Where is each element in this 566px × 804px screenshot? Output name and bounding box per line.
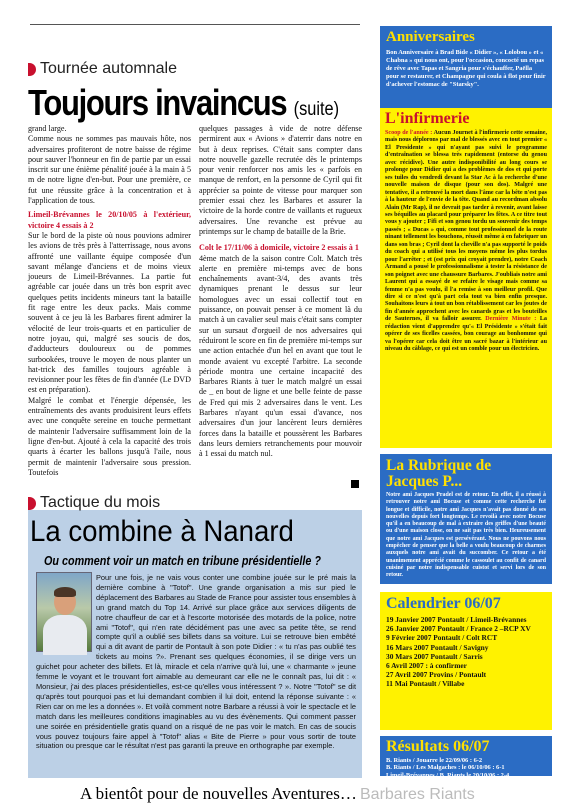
result-item: Barbares Riants / Colt le 17/11/06 : 2-1	[386, 779, 492, 787]
footer-signoff	[80, 784, 357, 804]
tactique-title: La combine à Nanard	[30, 515, 294, 548]
result-item: B. Riants / Les Malgaches : le 06/10/06 : 6-1	[386, 764, 505, 772]
article-intro: grand large.	[28, 124, 67, 133]
rubrique-box	[380, 454, 552, 584]
article-column-right	[199, 124, 362, 496]
calendar-item: 16 Mars 2007 Pontault / Savigny	[386, 642, 489, 652]
article-paragraph: Sur le bord de la piste où nous pouvions admirer les avions de très près à l'atterrissage, nous avons affronté une vaillante équipe composée d'un savant mélange d'anciens et de moins vieux joueurs de Limeil-Brévannes. La partie fut agréable car jouée dans un très bon esprit avec quelques petits incidents mineurs tant la bataille fit rage entre les deux packs. Mais comme souvent à ce jeu là les Barbares firent admirer la vélocité de leur trois-quarts et en particulier de notre joyau, qui, malgré ses soucis de dos, d'adducteurs douloureux ou de pommes surbookées, trouve le moyen de nous planter un hat-trick des familles toujours agréable à revisionner pour les fêtes de fin d'année (Le DVD est en préparation).	[28, 230, 191, 395]
result-item: B. Riants / Jouarre le 22/09/06 : 6-2	[386, 757, 483, 764]
kicker-marker-icon	[28, 63, 36, 76]
headline-suffix: (suite)	[293, 99, 340, 120]
calendar-item: 9 Février 2007 Pontault / Colt RCT	[386, 633, 498, 643]
tactique-body-text: Pour une fois, je ne vais vous conter une combine jouée sur le pré mais la dernière combine à "Totof". Une grande organisation a mis sur pied le déplacement des Barbares au Stade de France pour assister tous ensembles à un grand match du Top 14. Arrivé sur place grâce aux services diligents de notre chauffeur de car et à l'escorte motorisée des motards de la police, notre ami "Totof", qui n'en rate décidément pas une avec sa petite tête, se rend compte qu'il a oublié ses billets dans sa voiture. Lui se retrouve bien embêté qui a dit avant de partir de Pontault à son pote Didier : « tu n'as pas oublié tes tickets au moins ?». Prenant ses quelques économies, il se dirige vers un guichet pour acheter des billets. Et là, miracle et cela n'arrive qu'à lui, une « charmante » jeune femme le voyant et le trouvant fort aimable au demeurant car elle ne le connaît pas, lui dit : « Monsieur, j'ai des places présidentielles, est-ce qu'elles vous intéressent ? ». Notre "Totof" se dit qu'après tout pourquoi pas et lui demandant combien il lui doit, entend la réponse suivante : « Rien car on me les a données ». Et voilà comment notre Barbare a réussi à voir le spectacle et le match dans les meilleures conditions imaginables au vu des évènements. Qui comment passer une soirée en présidentielle gratis quand on a risqué de ne pas voir le match. En cas de soucis vous pouvez toujours faire appel à "Totof" alias « Bite de Pierre » pour vous sortir de toute situation ou presque car le résultat n'est pas garanti la preuve en orthographe par exemple.	[36, 573, 356, 751]
calendar-item: 11 Mai Pontault / Villabe	[386, 679, 465, 689]
photo-hair	[54, 587, 76, 597]
last-minute-text: La rédaction vient d'apprendre qu'« El Présidente » s'était fait opérer de ses ficelles cassées, bon courage au bonhomme qui va l'opérer car cela doit être un sacré bazar à l'intérieur au niveau du câblage, ce qui est un comble pour un électricien.	[385, 316, 547, 353]
article-column-left	[28, 124, 191, 496]
calendrier-list	[386, 615, 546, 689]
calendar-item: 19 Janvier 2007 Pontault / Limeil-Brévannes	[386, 615, 527, 624]
match-heading: Colt le 17/11/06 à domicile, victoire 2 essais à 1	[199, 243, 359, 253]
calendar-item: 26 Janvier 2007 Pontault / France 2 –RCP XV	[386, 624, 531, 634]
tournee-kicker	[28, 60, 177, 78]
article-columns	[28, 124, 362, 496]
scoop-text: Aucun Journet à l'infirmerie cette semaine, mais nous déplorons par mal de blessés avec en tout premier « El Presidente » qui n'ayant pas suivi le programme d'entraînation se blessa très rapidement (entorse du genou avec récidive). Une autre indisponibilité au long cours se prolonge pour Didier qui a des problèmes de dos et qui porte ses tuiles du vendredi devant la Star Ac à la recherche d'une nouvelle maison de disque (pour son dos). Malgré une tentative, il a retrouvé la mort dans l'âme car la bête n'est pas à la hauteur de l'envie de la tête. Quand au recordman absolu Alain (Mr Rap), il ne devrait pas tarder à revenir, avant laisse ses béquilles au placard pour préparer les fêtes. A ce titre tout vous y ajouter ; Fifi et son genou tordu un souvenir des temps passés ; « Ducas » qui, comme tout professionnel de la route ninant tellement les bouchons, réussit même à en fabriquer un dans son bras ; Cyril dont la cheville n'a pas supporté le poids du coach qui a utilisé tous les moyens même les plus tordus pour l'arrêter ; et (est prix qui croyait prendre), notre Coach Armand a pousé le professionnalisme à tester la résistance de son poignet avec une chaussure Barbares. J'oubliais notre ami Laurent qui a essayé de se refaire le visage mais comme sa femme n'a pas voulu, il l'a remise à son meilleur profil. Que dire si ce n'est qu'à part cela tout va bien enfin presque.	[385, 130, 548, 300]
calendar-item: 27 Avril 2007 Provins / Pontault	[386, 670, 487, 680]
infirmerie-text	[385, 130, 547, 354]
infirmerie-box	[380, 108, 552, 448]
headline-text: Toujours invaincus	[28, 82, 287, 123]
wish-text: Souhaitons leurs à tout un bon rétablissement car les joutes de fin d'année approchent avec les canards gras et les bouteilles de Sauternes, il va falloir assurer.	[385, 301, 547, 323]
result-item: Limeil-Brévannes / B. Riants le 20/10/06 : 2-4	[386, 771, 510, 779]
calendrier-box	[380, 592, 552, 730]
calendar-item: 6 Avril 2007 : à confirmer	[386, 661, 467, 671]
article-paragraph: Malgré le combat et l'énergie dépensée, les entraînements des avants produisirent leurs effets avec une conquête sereine en touche permettant de maintenir l'adversaire suffisamment loin de la ligne d'en-but. Ajouté à cela la capacité des trois quarts à écarter les ballons jusqu'à l'aile, nous permit de maintenir l'adversaire sous pression. Toutefois	[28, 395, 191, 477]
article-paragraph: 4ème match de la saison contre Colt. Match très alerte en première mi-temps avec de bons enchaînements avant-3/4, des avants très dynamiques prenant le dessus sur leur homologues avec un essai collectif tout en puissance, on pouvait penser à ce moment là du match à un cavalier seul mais c'était sans compter sur un sursaut d'orgueil de nos adversaires qui réduiront le score en fin de première mi-temps sur une action entachée d'un hel en avant que tout le monde avaient vu excepté l'arbitre. La seconde période montra une certaine incapacité des Barbares Riants à tuer le match malgré un essai de _ en bout de ligne et une belle feinte de passe de Fred qui mis 2 adversaires dans le vent. Les Barbares n'ayant qu'un essai d'avance, nos adversaires d'un jour lancèrent leurs dernières forces dans la bataille et poussèrent les Barbares dans leurs derniers retranchements pour mouvoir à 1 essai du match nul.	[199, 253, 362, 459]
resultats-list	[386, 757, 546, 787]
rubrique-title: La Rubrique de Jacques P...	[386, 457, 492, 490]
infirmerie-title: L'infirmerie	[385, 110, 470, 127]
kicker-marker-icon	[28, 497, 36, 510]
match-heading: Limeil-Brévannes le 20/10/05 à l'extérieur, victoire 4 essais à 2	[28, 210, 191, 230]
anniversaires-text: Bon Anniversaire à Brad Bide « Didier », « Lolobou » et « Chabna » qui nous ont, pour l'occasion, concocté un repas de rêve avec Tapas et Sangria pour s'échauffer, Paëlla pour se restaurer, et Champagne qui coula à flot pour finir d'achever l'estomac de "Starsky".	[386, 49, 546, 88]
footer-watermark: Barbares Riants	[360, 786, 475, 803]
calendrier-title: Calendrier 06/07	[386, 595, 501, 612]
top-rule	[30, 24, 360, 25]
rubrique-text: Notre ami Jacques Pradel est de retour. En effet, il a réussi à retrouver notre ami Bocuse et comme cette recherche fut longue et difficile, notre ami Jacques n'avait pas donné de ses nouvelles depuis fort longtemps. Le revoilà avec notre Bocuse qu'il a en beaucoup de mal à extraire des griffes d'une beauté ou d'une maison close, on ne sait pas très bien. Heureusement que notre ami Jacques est persévérant. Nous ne pouvons nous empêcher de penser que la belle a voulu beaucoup de charmes auxquels notre ami avait du succomber. Ce retour a été unanimement apprécié comme le cassoulet au confit de canard cuisiné par notre indispensable cuistot et servi lors de son retour.	[386, 492, 546, 579]
tactique-kicker	[28, 494, 160, 512]
photo-shirt	[43, 615, 87, 655]
article-paragraph: Comme nous ne sommes pas mauvais hôte, nos adversaires profiteront de notre baisse de régime pour sauver l'honneur en fin de partie par un essai inscrit sur une énième pénalité jouée à la main à 5 m de notre ligne d'en-but. Pour une première, ce fut une réussite grâce à la concentration et à l'application de tous.	[28, 134, 191, 206]
anniversaires-title: Anniversaires	[386, 29, 475, 45]
tournee-kicker-label: Tournée automnale	[40, 60, 177, 77]
article-headline	[28, 82, 339, 124]
resultats-box	[380, 736, 552, 787]
scoop-label: Scoop de l'année :	[385, 130, 433, 136]
tactique-kicker-label: Tactique du mois	[40, 494, 161, 511]
end-mark	[351, 480, 359, 488]
tactique-subtitle: Ou comment voir un match en tribune présidentielle ?	[44, 553, 321, 568]
resultats-title: Résultats 06/07	[386, 738, 490, 755]
anniversaires-box	[380, 26, 552, 108]
last-minute-label: Dernière Minute :	[485, 316, 537, 323]
article-paragraph: quelques passages à vide de notre défense permirent aux « Avions » d'aterrir dans notre en but à deux reprises. C'était sans compter dans notre nouvelle gazelle recrutée dès le printemps pour venir renforcer nos amis les « parfois en manque de renfort, en la personne de Cyril qui fit apprécier sa pointe de vitesse pour marquer son premier essai chez les Barbares et assurer la victoire de la horde contre de vaillants et rugueux adversaires. Une revanche est prévue au printemps sur le champ de bataille de la Brie.	[199, 124, 362, 236]
footer-text: A bientôt pour de nouvelles Aventures…	[80, 784, 357, 803]
calendar-item: 30 Mars 2007 Pontault / Sarris	[386, 651, 483, 661]
player-photo	[36, 572, 92, 652]
